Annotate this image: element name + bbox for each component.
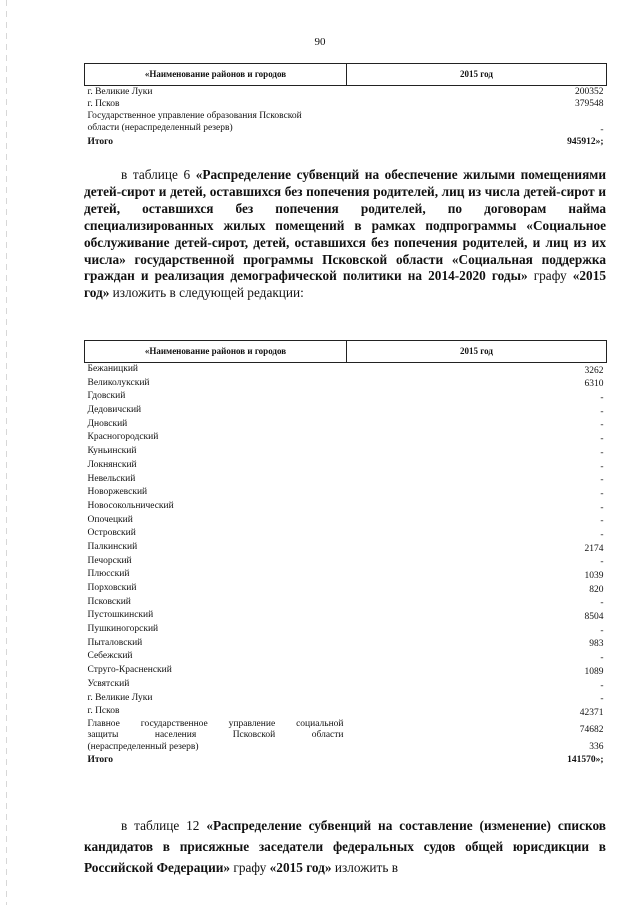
table-row: [85, 705, 607, 719]
row-name: Порховский: [87, 583, 137, 593]
table-row: [85, 363, 607, 377]
row-name: Струго-Красненский: [87, 665, 172, 676]
table-total-row: [85, 754, 607, 766]
table-header: [85, 341, 607, 363]
row-value: -: [600, 434, 604, 445]
total-label: Итого: [87, 137, 114, 147]
row-name-line: Главное государственное управление социальной: [87, 718, 344, 729]
row-name: Печорский: [87, 555, 132, 566]
row-value-line: 74682: [579, 724, 604, 735]
row-value: 983: [589, 639, 604, 650]
row-value: -: [600, 653, 604, 664]
row-value: -: [600, 680, 604, 691]
row-name: г. Псков: [87, 706, 120, 717]
paragraph-text: изложить в: [331, 860, 398, 875]
row-value: -: [600, 488, 604, 499]
paragraph-text: графу: [230, 860, 270, 875]
row-value: 200352: [575, 87, 604, 97]
table-row: [85, 678, 607, 692]
row-name: Куньинский: [87, 446, 137, 457]
row-name-line: защиты населения Псковской области: [87, 730, 344, 741]
row-name: [85, 110, 347, 136]
table-row: [85, 596, 607, 610]
table-row: [85, 418, 607, 432]
row-name-line: (нераспределенный резерв): [87, 741, 199, 752]
row-value-line: 336: [589, 742, 604, 753]
paragraph-bold-column: «2015 год»: [269, 860, 332, 875]
row-value: -: [600, 393, 604, 404]
table-row-reserve: [85, 719, 607, 754]
row-value: 2174: [584, 543, 604, 554]
row-name: г. Псков: [87, 99, 120, 109]
total-value: 141570»;: [567, 754, 604, 765]
paragraph-text: графу: [527, 268, 573, 284]
row-name: Великолукский: [87, 377, 150, 388]
table-row: [85, 445, 607, 459]
table-row: [85, 473, 607, 487]
table-row: [85, 623, 607, 637]
paragraph-lead: в таблице 12: [121, 818, 207, 833]
row-value: 1039: [584, 571, 604, 581]
row-name: Пушкиногорский: [87, 624, 159, 635]
row-name: Опочецкий: [87, 514, 133, 525]
row-name: Дновский: [87, 418, 128, 429]
row-value: -: [600, 475, 604, 486]
row-name-line: Государственное управление образования Псковской: [87, 111, 302, 121]
paragraph-bold-title: «Распределение субвенций на обеспечение жилыми помещениями детей-сирот и детей, оставшихся без попечения родителей, лиц из числа детей-сирот и детей, оставшихся без попечения родителей, по договорам найма специализированных жилых помещений в рамках подпрограммы «Социальное обслуживание детей-сирот, детей, оставшихся без попечения родителей, и лиц из их числа» государственной программы Псковской области «Социальная поддержка граждан и реализация демографической политики на 2014-2020 годы»: [84, 167, 606, 284]
table-row: [85, 541, 607, 555]
table-row: [85, 390, 607, 404]
row-name: Пустошкинский: [87, 610, 154, 621]
row-value: 6310: [584, 379, 604, 390]
row-value: [347, 719, 607, 754]
paragraph-table-12: [84, 815, 606, 878]
table-districts-summary: [84, 63, 607, 148]
table-row: [85, 582, 607, 596]
row-name: г. Великие Луки: [87, 692, 153, 703]
table-districts-distribution: [84, 340, 607, 766]
column-header-year: 2015 год: [347, 64, 607, 86]
table-row: [85, 650, 607, 664]
table-row: [85, 431, 607, 445]
row-name: Локнянский: [87, 459, 137, 470]
table-row: [85, 514, 607, 528]
row-value: -: [600, 420, 604, 431]
table-row: [85, 98, 607, 110]
row-value: 379548: [575, 99, 604, 109]
table-row: [85, 664, 607, 678]
row-value: -: [600, 125, 604, 135]
table-row: [85, 568, 607, 582]
row-name: Пыталовский: [87, 637, 143, 648]
row-value: -: [600, 502, 604, 513]
row-value: -: [600, 598, 604, 609]
paragraph-lead: в таблице 6: [121, 167, 196, 182]
table-row: [85, 500, 607, 514]
total-label: Итого: [87, 754, 114, 765]
table-row: [85, 486, 607, 500]
column-header-name: «Наименование районов и городов: [85, 64, 347, 86]
row-value: -: [600, 625, 604, 636]
row-name: Невельский: [87, 473, 136, 484]
table-row: [85, 86, 607, 99]
row-name: Красногородский: [87, 432, 159, 443]
table-row: [85, 692, 607, 706]
row-name: Островский: [87, 528, 136, 539]
table-row: [85, 404, 607, 418]
row-value: -: [600, 694, 604, 705]
row-name-line: области (нераспределенный резерв): [87, 123, 233, 133]
row-name: г. Великие Луки: [87, 87, 153, 97]
table-row: [85, 555, 607, 569]
row-value: 3262: [584, 365, 604, 376]
total-value: 945912»;: [567, 137, 604, 147]
table-header: [85, 64, 607, 86]
row-value: -: [600, 557, 604, 568]
row-value: -: [600, 529, 604, 540]
row-name: [85, 719, 347, 754]
row-value: 42371: [579, 707, 604, 718]
scan-edge-line: [6, 0, 7, 905]
table-row: [85, 637, 607, 651]
row-name: Бежаницкий: [87, 364, 138, 374]
row-name: Плюсский: [87, 569, 130, 580]
table-row: [85, 527, 607, 541]
row-name: Себежский: [87, 651, 133, 662]
row-value: -: [600, 516, 604, 527]
paragraph-text: изложить в следующей редакции:: [109, 285, 304, 301]
table-total-row: [85, 136, 607, 148]
row-name: Усвятский: [87, 678, 130, 689]
paragraph-bold-column: «2015 год»: [84, 268, 606, 301]
paragraph-table-6: [84, 167, 606, 302]
row-value: 8504: [584, 612, 604, 623]
table-row: [85, 459, 607, 473]
row-value: -: [600, 447, 604, 458]
row-value: -: [600, 406, 604, 417]
row-name: Псковский: [87, 596, 131, 607]
paragraph-bold-title: «Распределение субвенций на составление (изменение) списков кандидатов в присяжные заседатели федеральных судов общей юрисдикции в Российской Федерации»: [84, 818, 606, 875]
row-name: Дедовичский: [87, 405, 142, 416]
row-value: 1089: [584, 666, 604, 677]
page-number: 90: [314, 36, 326, 48]
row-value: 820: [589, 584, 604, 595]
table-row: [85, 609, 607, 623]
column-header-name: «Наименование районов и городов: [85, 341, 347, 363]
row-name: Новоржевский: [87, 487, 148, 498]
row-name: Гдовский: [87, 391, 126, 402]
column-header-year: 2015 год: [347, 341, 607, 363]
row-value: -: [600, 461, 604, 472]
table-body: [85, 363, 607, 719]
table-row: [85, 377, 607, 391]
table-row: [85, 110, 607, 136]
row-name: Палкинский: [87, 541, 138, 552]
row-name: Новосокольнический: [87, 500, 174, 511]
